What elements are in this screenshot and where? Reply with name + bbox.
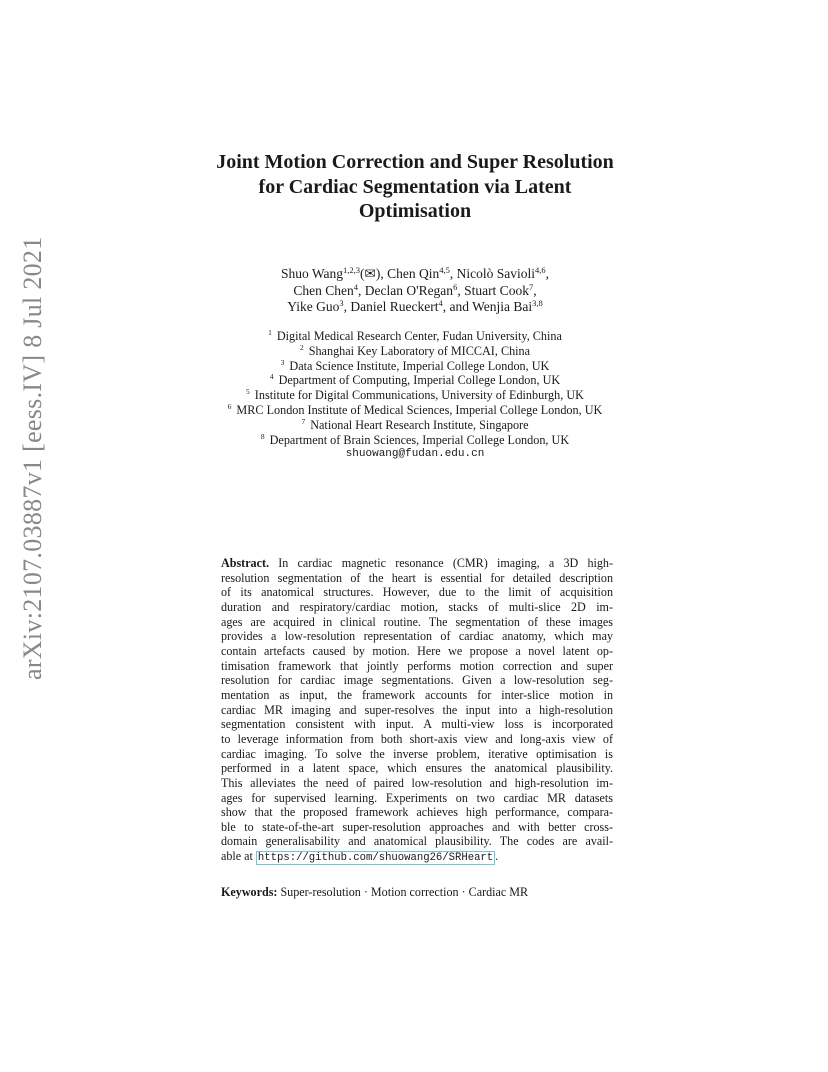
title-line: Optimisation	[358, 200, 472, 222]
keywords-label: Keywords:	[221, 885, 278, 899]
abstract-line: of its anatomical structures. However, due to the limit of acquisition	[221, 585, 613, 600]
contact-email[interactable]: shuowang@fudan.edu.cn	[345, 448, 485, 461]
code-repository-link[interactable]: https://github.com/shuowang26/SRHeart	[257, 852, 494, 865]
keywords-text: Super-resolution · Motion correction · Cardiac MR	[277, 885, 529, 899]
abstract-line: resolution segmentation of the heart is essential for detailed description	[221, 570, 613, 585]
affiliation: $^3$ Data Science Institute, Imperial College London, UK	[280, 357, 550, 373]
paper-title	[170, 150, 660, 224]
author-line: Shuo Wang$^{1,2,3}$(✉), Chen Qin$^{4,5}$, Nicolò Savioli$^{4,6}$,	[281, 265, 549, 281]
abstract-line: duration and respiratory/cardiac motion, stacks of multi-slice 2D im-	[221, 599, 613, 614]
abstract-line: ages for supervised learning. Experiments on two cardiac MR datasets	[221, 790, 613, 805]
abstract-line: cardiac MR imaging and super-resolves the input into a high-resolution	[221, 702, 613, 717]
affiliation: $^1$ Digital Medical Research Center, Fudan University, China	[268, 328, 562, 343]
abstract-line: mentation as input, the framework accounts for inter-slice motion in	[221, 687, 613, 702]
abstract-line: to leverage information from both short-axis view and long-axis view of	[221, 731, 613, 746]
title-line: Joint Motion Correction and Super Resolution	[216, 151, 614, 173]
abstract	[221, 556, 613, 866]
abstract-line: performed in a latent space, which ensures the anatomical plausibility.	[221, 761, 613, 776]
keywords	[221, 885, 613, 900]
author-list	[200, 266, 630, 316]
email-mark-icon: (✉)	[360, 266, 381, 281]
abstract-line: timisation framework that jointly performs motion correction and super	[221, 658, 613, 673]
abstract-line: segmentation consistent with input. A multi-view loss is incorporated	[221, 717, 613, 732]
abstract-line: ages are acquired in clinical routine. The segmentation of these images	[221, 614, 613, 629]
abstract-line: resolution for cardiac image segmentations. Given a low-resolution seg-	[221, 673, 613, 688]
affiliation: $^8$ Department of Brain Sciences, Imperial College London, UK	[260, 431, 570, 447]
abstract-line: cardiac imaging. To solve the inverse problem, iterative optimisation is	[221, 746, 613, 761]
abstract-line: Abstract. In cardiac magnetic resonance (CMR) imaging, a 3D high-	[221, 556, 613, 570]
abstract-line: domain generalisability and anatomical plausibility. The codes are avail-	[221, 834, 613, 849]
affiliation: $^2$ Shanghai Key Laboratory of MICCAI, China	[299, 342, 531, 358]
affiliations	[180, 329, 650, 462]
abstract-line: contain artefacts caused by motion. Here we propose a novel latent op-	[221, 643, 613, 658]
abstract-line: provides a low-resolution representation of cardiac anatomy, which may	[221, 629, 613, 644]
affiliation: $^6$ MRC London Institute of Medical Sciences, Imperial College London, UK	[227, 401, 603, 417]
abstract-line: ble to state-of-the-art super-resolution approaches and with better cross-	[221, 819, 613, 834]
author-line: Chen Chen$^4$, Declan O'Regan$^6$, Stuart Cook$^7$,	[293, 281, 537, 298]
affiliation: $^4$ Department of Computing, Imperial College London, UK	[269, 372, 561, 388]
abstract-label: Abstract.	[221, 556, 270, 570]
affiliation: $^7$ National Heart Research Institute, Singapore	[301, 416, 529, 432]
arxiv-stamp: arXiv:2107.03887v1 [eess.IV] 8 Jul 2021	[18, 236, 47, 680]
affiliation: $^5$ Institute for Digital Communications, University of Edinburgh, UK	[246, 387, 584, 403]
title-line: for Cardiac Segmentation via Latent	[258, 175, 572, 198]
abstract-line: This alleviates the need of paired low-resolution and high-resolution im-	[221, 775, 613, 790]
author-line: Yike Guo$^3$, Daniel Rueckert$^4$, and Wenjia Bai$^{3,8}$	[287, 298, 543, 314]
abstract-line: show that the proposed framework achieves high performance, compara-	[221, 805, 613, 820]
abstract-line: able at https://github.com/shuowang26/SRHeart .	[221, 849, 499, 865]
